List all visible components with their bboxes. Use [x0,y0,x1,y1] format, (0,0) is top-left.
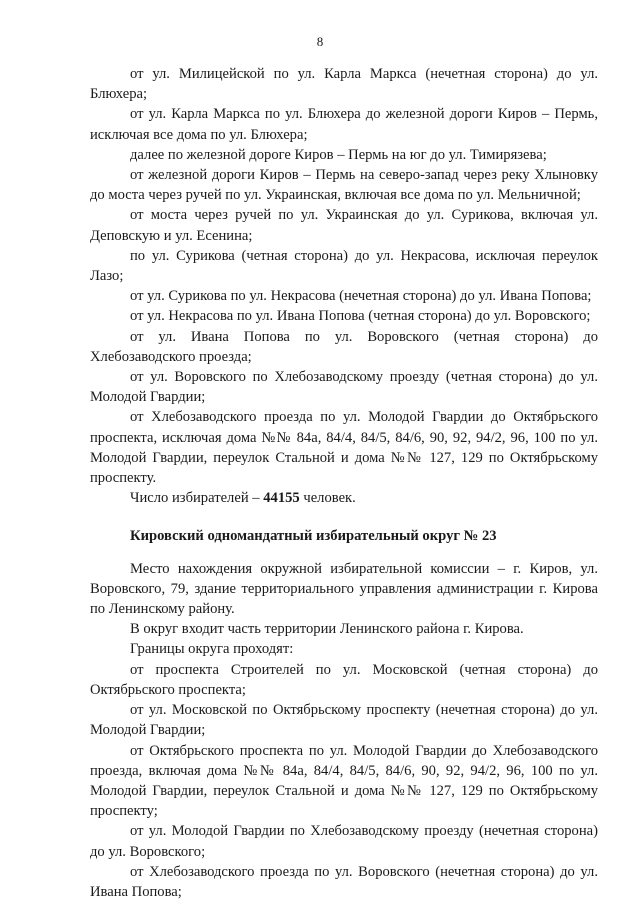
boundary-paragraph: от ул. Сурикова по ул. Некрасова (нечетная сторона) до ул. Ивана Попова; [130,288,592,305]
boundaries-intro: Границы округа проходят: [130,641,294,658]
boundary-paragraph: от ул. Молодой Гвардии по Хлебозаводскому проезду (нечетная сторона) до ул. Воровского; [90,823,598,860]
boundary-paragraph: от Октябрьского проспекта по ул. Молодой Гвардии до Хлебозаводского проезда, включая дома №№ 84а, 84/4, 84/5, 84/6, 90, 92, 94/2, 96, 100 по ул. Молодой Гвардии, переулок Стальной и дома №№ 127, 129 по Октябрьскому проспекту; [90,742,598,820]
district-title: Кировский одномандатный избирательный округ № 23 [130,528,497,545]
document-body [90,64,598,902]
commission-location: Место нахождения окружной избирательной комиссии – г. Киров, ул. Воровского, 79, здание территориального управления администрации г. Кирова по Ленинскому району. [90,560,598,618]
boundary-paragraph: от железной дороги Киров – Пермь на северо-запад через реку Хлыновку до моста через ручей по ул. Украинская, включая все дома по ул. Мельничной; [90,167,598,204]
voters-count-line [90,488,598,508]
boundary-paragraph: от Хлебозаводского проезда по ул. Воровского (нечетная сторона) до ул. Ивана Попова; [90,863,598,900]
boundary-paragraph: от проспекта Строителей по ул. Московской (четная сторона) до Октябрьского проспекта; [90,661,598,698]
boundary-paragraph: от моста через ручей по ул. Украинская до ул. Сурикова, включая ул. Деповскую и ул. Есенина; [90,207,598,244]
boundary-paragraph: от ул. Милицейской по ул. Карла Маркса (нечетная сторона) до ул. Блюхера; [90,66,598,103]
district-territory: В округ входит часть территории Ленинского района г. Кирова. [130,621,524,638]
boundary-paragraph: от ул. Некрасова по ул. Ивана Попова (четная сторона) до ул. Воровского; [130,308,591,325]
boundary-paragraph: от Хлебозаводского проезда по ул. Молодой Гвардии до Октябрьского проспекта, исключая дома №№ 84а, 84/4, 84/5, 84/6, 90, 92, 94/2, 96, 100 по ул. Молодой Гвардии, переулок Стальной и дома №№ 127, 129 по Октябрьскому проспекту. [90,409,598,487]
voters-count: 44155 [263,490,300,507]
boundary-paragraph: от ул. Московской по Октябрьскому проспекту (нечетная сторона) до ул. Молодой Гвардии; [90,702,598,739]
boundary-paragraph: далее по железной дороге Киров – Пермь на юг до ул. Тимирязева; [130,146,547,163]
page-number: 8 [316,34,324,49]
boundary-paragraph: от ул. Воровского по Хлебозаводскому проезду (четная сторона) до ул. Молодой Гвардии; [90,369,598,406]
boundary-paragraph: по ул. Сурикова (четная сторона) до ул. Некрасова, исключая переулок Лазо; [90,247,598,285]
boundary-paragraph: от ул. Карла Маркса по ул. Блюхера до железной дороги Киров – Пермь, исключая все дома по ул. Блюхера; [90,106,598,143]
voters-suffix: человек. [299,490,356,507]
boundary-paragraph: от ул. Ивана Попова по ул. Воровского (четная сторона) до Хлебозаводского проезда; [90,328,598,365]
voters-prefix: Число избирателей – [130,490,264,507]
